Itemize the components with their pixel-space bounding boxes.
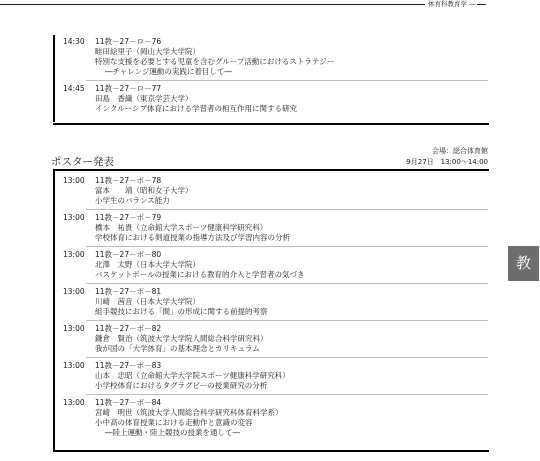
entry-time: 13:00 <box>63 176 85 185</box>
entry-code: 11教－27－ロ－76 <box>95 37 162 46</box>
entry-time: 13:00 <box>63 361 85 370</box>
entry-code: 11教－27－ロ－77 <box>95 84 162 93</box>
poster-session-end-rule <box>53 450 489 452</box>
entry-code: 11教－27－ポ－82 <box>95 324 162 333</box>
entry-separator <box>86 320 488 321</box>
entry-separator <box>86 283 488 284</box>
entry-code: 11教－27－ポ－78 <box>95 176 162 185</box>
entry-presenter: 宮崎 明世（筑波大学人間総合科学研究科体育科学系） <box>95 408 283 417</box>
entry-separator <box>86 80 488 81</box>
poster-heading: ポスター発表 <box>51 156 114 168</box>
entry-time: 14:30 <box>63 37 85 46</box>
entry-title: 学校体育における剣道授業の指導方法及び学習内容の分析 <box>95 233 290 242</box>
entry-code: 11教－27－ポ－83 <box>95 361 162 370</box>
oral-session-bar <box>53 35 55 122</box>
entry-presenter: 田島 香織（東京学芸大学） <box>95 94 193 103</box>
entry-presenter: 畦田絵里子（岡山大学大学院） <box>95 47 200 56</box>
entry-separator <box>86 246 488 247</box>
side-index-tab: 教 <box>508 246 539 281</box>
entry-presenter: 山本 忠昭（立命館大学大学院スポーツ健康科学研究科） <box>95 371 290 380</box>
header-rule <box>0 4 425 5</box>
entry-separator <box>86 394 488 395</box>
entry-title: 我が国の「大学体育」の基本理念とカリキュラム <box>95 344 260 353</box>
poster-heading-rule <box>53 169 489 171</box>
poster-date: 9月27日 13:00～14:00 <box>406 158 488 166</box>
oral-session-end-rule <box>53 123 489 125</box>
entry-code: 11教－27－ポ－79 <box>95 213 162 222</box>
section-title: 体育科教育学 ― <box>428 0 476 8</box>
entry-code: 11教－27－ポ－80 <box>95 250 162 259</box>
entry-title: バスケットボールの授業における教育的介入と学習者の気づき <box>95 270 305 279</box>
entry-time: 13:00 <box>63 287 85 296</box>
entry-code: 11教－27－ポ－84 <box>95 398 162 407</box>
entry-title: 小学校体育におけるタグラグビーの授業研究の分析 <box>95 381 268 390</box>
entry-presenter: 鎌倉 賢治（筑波大学大学院人間総合科学研究科） <box>95 334 268 343</box>
entry-time: 13:00 <box>63 398 85 407</box>
entry-presenter: 川崎 茜音（日本大学大学院） <box>95 297 200 306</box>
header-rule-tail <box>477 4 486 5</box>
entry-time: 14:45 <box>63 84 85 93</box>
entry-title: 小中高の体育授業における走動作と意識の変容 <box>95 418 253 427</box>
entry-title: 特別な支援を必要とする児童を含むグループ活動におけるストラテジー <box>95 57 335 66</box>
entry-separator <box>86 209 488 210</box>
poster-session-bar <box>53 171 55 450</box>
poster-venue: 会場：総合体育館 <box>432 147 488 155</box>
entry-subtitle: ―陸上運動・陸上競技の授業を通して― <box>105 428 240 437</box>
entry-time: 13:00 <box>63 324 85 333</box>
entry-presenter: 北澤 太野（日本大学大学院） <box>95 260 200 269</box>
entry-time: 13:00 <box>63 213 85 222</box>
entry-time: 13:00 <box>63 250 85 259</box>
entry-presenter: 橋本 祐貴（立命館大学スポーツ健康科学研究科） <box>95 223 268 232</box>
entry-title: インクルーシブ体育における学習者の相互作用に関する研究 <box>95 104 297 113</box>
entry-code: 11教－27－ポ－81 <box>95 287 162 296</box>
entry-presenter: 富本 靖（昭和女子大学） <box>95 186 193 195</box>
entry-separator <box>86 357 488 358</box>
entry-title: 小学生のバランス能力 <box>95 196 170 205</box>
entry-subtitle: ―チャレンジ運動の実践に着目して― <box>105 67 232 76</box>
entry-title: 組手競技における「間」の形成に関する前提的考察 <box>95 307 268 316</box>
